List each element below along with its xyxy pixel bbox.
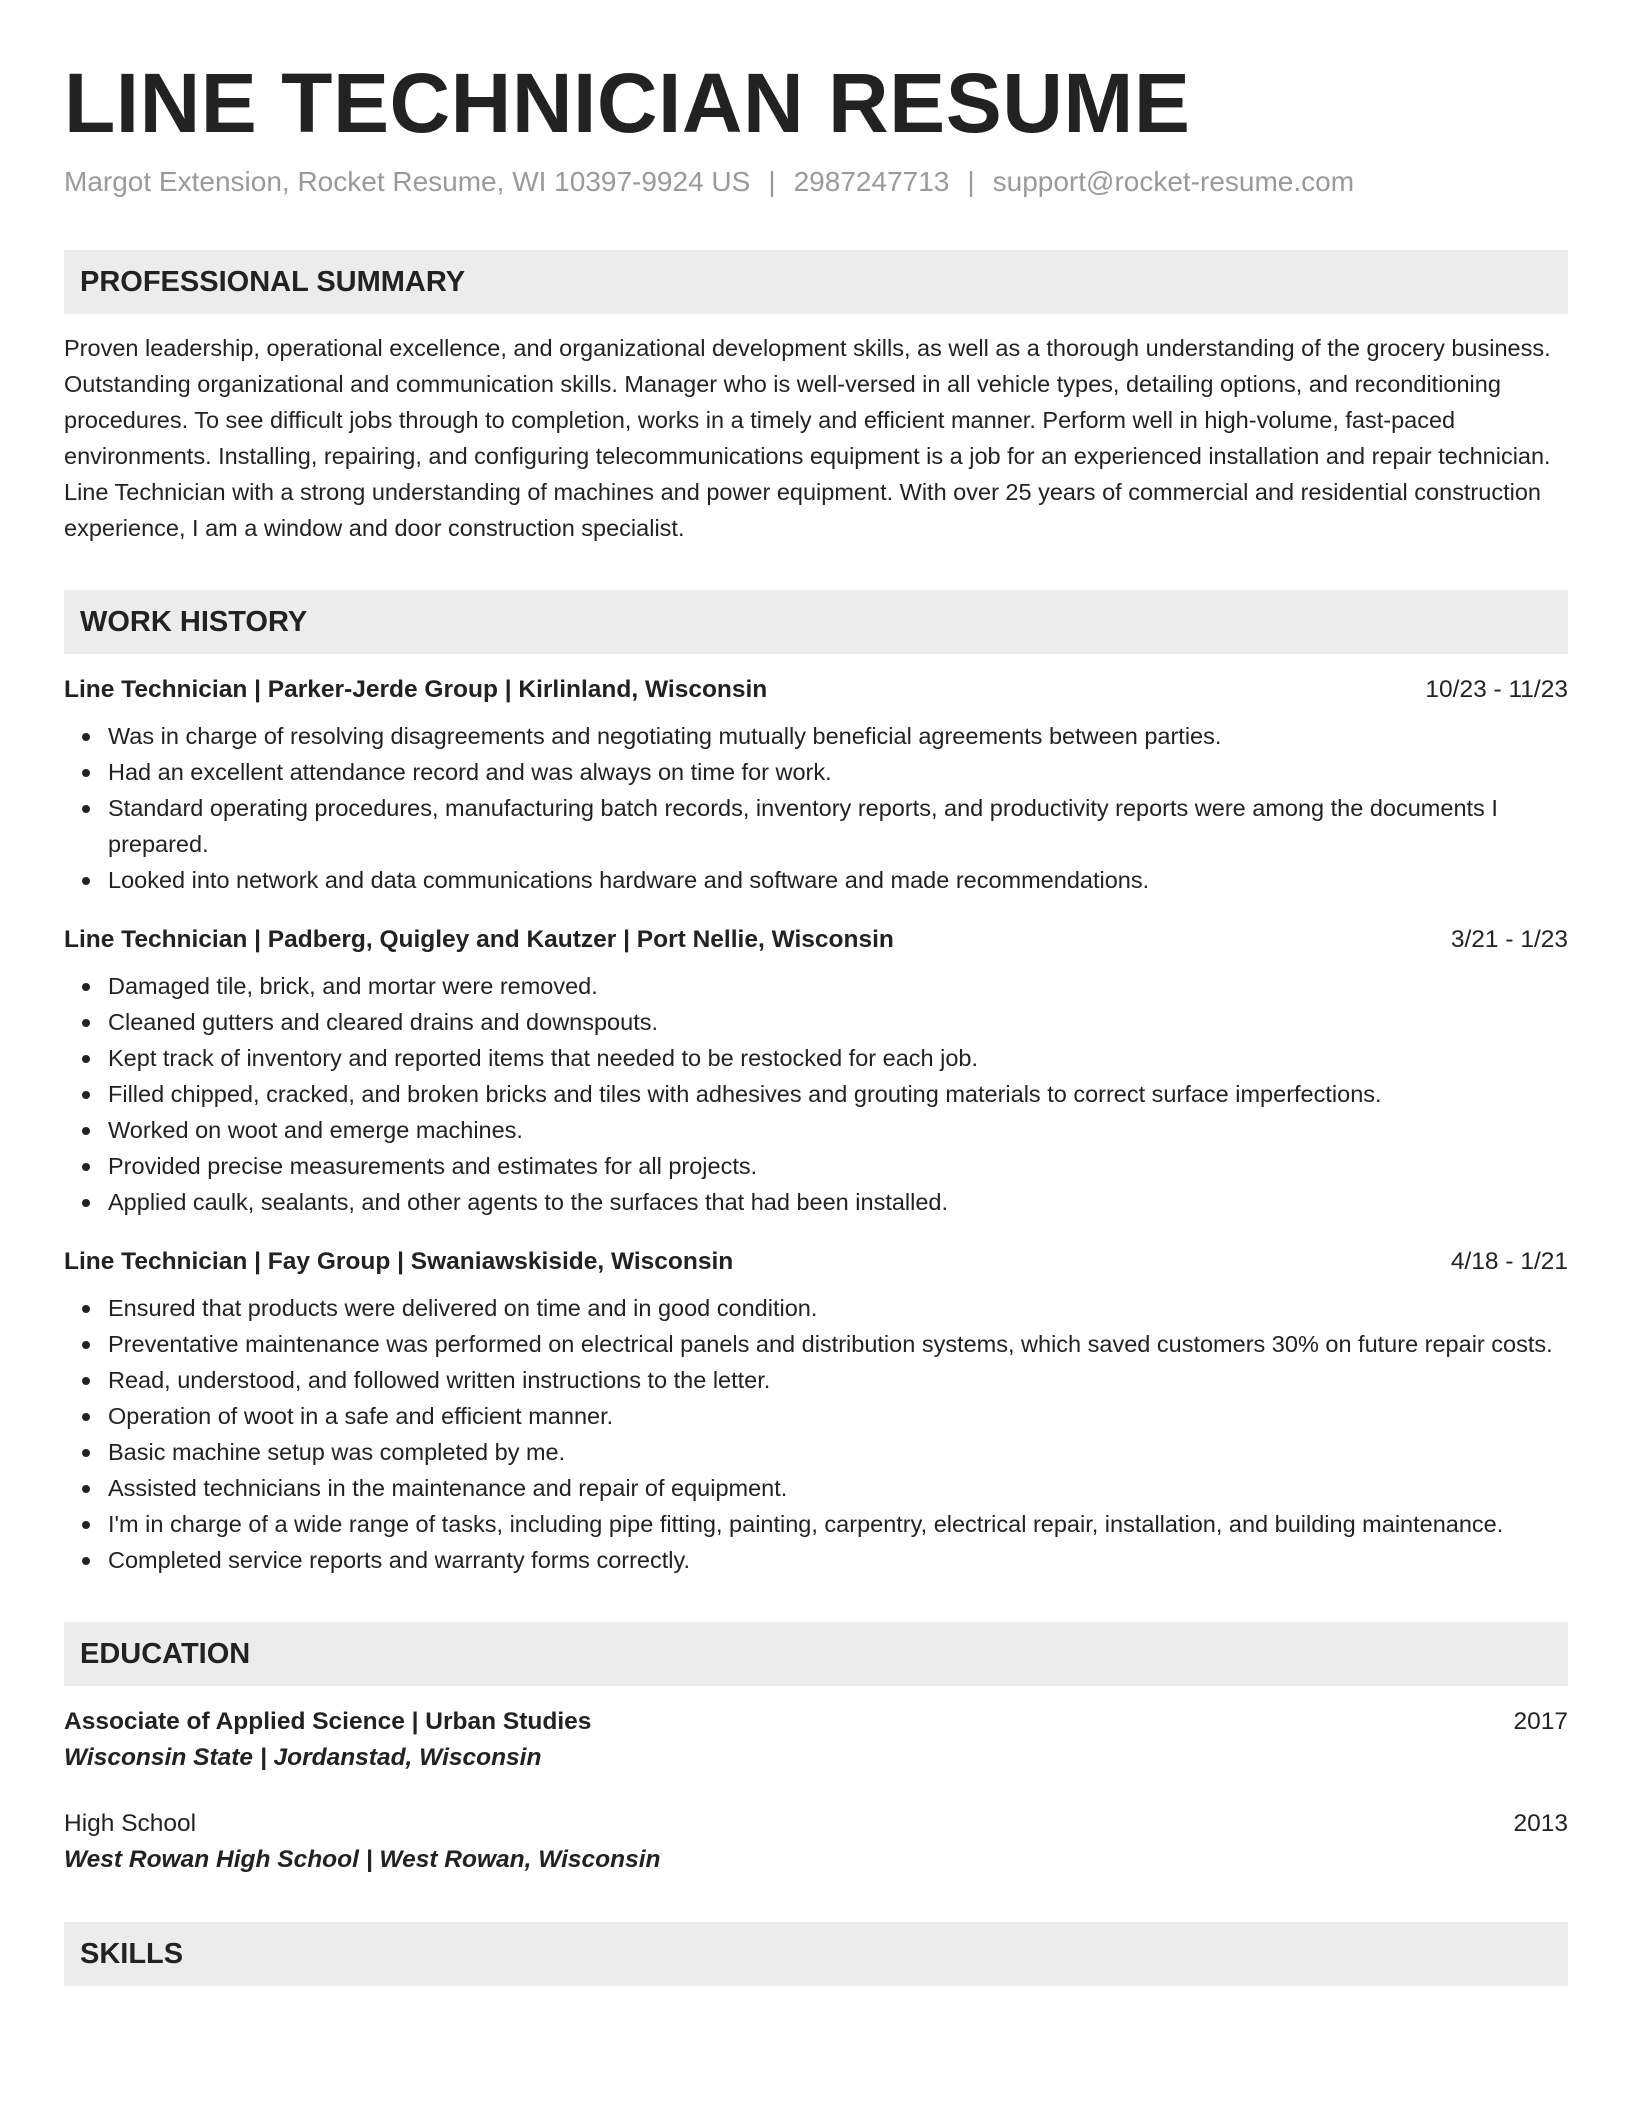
- job-dates: 3/21 - 1/23: [1450, 926, 1568, 954]
- job-title: Line Technician | Padberg, Quigley and Kautzer | Port Nellie, Wisconsin: [64, 926, 894, 954]
- section-header-work-history: WORK HISTORY: [64, 590, 1568, 654]
- education-entry: [64, 1704, 1568, 1776]
- education-degree: High School: [64, 1810, 197, 1838]
- contact-line: [64, 165, 1568, 199]
- job-bullet: Damaged tile, brick, and mortar were removed.: [108, 968, 1568, 1004]
- job-header: [64, 672, 1568, 708]
- job-bullet: Was in charge of resolving disagreements and negotiating mutually beneficial agreements between parties.: [108, 718, 1568, 754]
- contact-separator: |: [768, 165, 776, 197]
- job-bullet: Assisted technicians in the maintenance and repair of equipment.: [108, 1470, 1568, 1506]
- contact-address: Margot Extension, Rocket Resume, WI 10397-9924 US: [64, 165, 751, 197]
- job-bullet: Basic machine setup was completed by me.: [108, 1434, 1568, 1470]
- job-entry: [64, 922, 1568, 1220]
- job-bullet: Had an excellent attendance record and was always on time for work.: [108, 754, 1568, 790]
- summary-text: Proven leadership, operational excellence, and organizational development skills, as well as a thorough understanding of the grocery business. Outstanding organizational and communication skills. Manager who is well-versed in all vehicle types, detailing options, and reconditioning procedures. To see difficult jobs through to completion, works in a timely and efficient manner. Perform well in high-volume, fast-paced environments. Installing, repairing, and configuring telecommunications equipment is a job for an experienced installation and repair technician. Line Technician with a strong understanding of machines and power equipment. With over 25 years of commercial and residential construction experience, I am a window and door construction specialist.: [64, 335, 1551, 542]
- education-header: [64, 1704, 1568, 1740]
- contact-separator: |: [967, 165, 975, 197]
- job-bullet: Kept track of inventory and reported items that needed to be restocked for each job.: [108, 1040, 1568, 1076]
- section-header-education: EDUCATION: [64, 1622, 1568, 1686]
- contact-email: support@rocket-resume.com: [992, 165, 1355, 197]
- job-bullet: Ensured that products were delivered on time and in good condition.: [108, 1290, 1568, 1326]
- job-dates: 10/23 - 11/23: [1425, 676, 1568, 704]
- job-bullets: [64, 1290, 1568, 1578]
- job-bullets: [64, 718, 1568, 898]
- job-bullet: I'm in charge of a wide range of tasks, including pipe fitting, painting, carpentry, electrical repair, installation, and building maintenance.: [108, 1506, 1568, 1542]
- job-bullet: Filled chipped, cracked, and broken bricks and tiles with adhesives and grouting materials to correct surface imperfections.: [108, 1076, 1568, 1112]
- job-title: Line Technician | Parker-Jerde Group | Kirlinland, Wisconsin: [64, 676, 768, 704]
- education-school: West Rowan High School | West Rowan, Wisconsin: [64, 1846, 661, 1874]
- job-header: [64, 1244, 1568, 1280]
- job-bullet: Operation of woot in a safe and efficient manner.: [108, 1398, 1568, 1434]
- education-year: 2013: [1513, 1810, 1568, 1838]
- job-bullet: Standard operating procedures, manufacturing batch records, inventory reports, and productivity reports were among the documents I prepared.: [108, 790, 1568, 862]
- job-bullet: Cleaned gutters and cleared drains and downspouts.: [108, 1004, 1568, 1040]
- job-bullets: [64, 968, 1568, 1220]
- education-year: 2017: [1513, 1708, 1568, 1736]
- job-title: Line Technician | Fay Group | Swaniawskiside, Wisconsin: [64, 1248, 734, 1276]
- contact-phone: 2987247713: [793, 165, 950, 197]
- education-degree: Associate of Applied Science | Urban Studies: [64, 1708, 592, 1736]
- job-bullet: Looked into network and data communications hardware and software and made recommendations.: [108, 862, 1568, 898]
- education-entry: [64, 1806, 1568, 1878]
- job-bullet: Preventative maintenance was performed on electrical panels and distribution systems, which saved customers 30% on future repair costs.: [108, 1326, 1568, 1362]
- job-entry: [64, 672, 1568, 898]
- job-entry: [64, 1244, 1568, 1578]
- section-header-summary: PROFESSIONAL SUMMARY: [64, 250, 1568, 314]
- education-header: [64, 1806, 1568, 1842]
- education-school: Wisconsin State | Jordanstad, Wisconsin: [64, 1744, 542, 1772]
- job-header: [64, 922, 1568, 958]
- section-header-skills: SKILLS: [64, 1922, 1568, 1986]
- job-bullet: Worked on woot and emerge machines.: [108, 1112, 1568, 1148]
- job-bullet: Read, understood, and followed written instructions to the letter.: [108, 1362, 1568, 1398]
- job-bullet: Applied caulk, sealants, and other agents to the surfaces that had been installed.: [108, 1184, 1568, 1220]
- resume-title: LINE TECHNICIAN RESUME: [64, 56, 1191, 150]
- job-bullet: Completed service reports and warranty forms correctly.: [108, 1542, 1568, 1578]
- job-bullet: Provided precise measurements and estimates for all projects.: [108, 1148, 1568, 1184]
- job-dates: 4/18 - 1/21: [1450, 1248, 1568, 1276]
